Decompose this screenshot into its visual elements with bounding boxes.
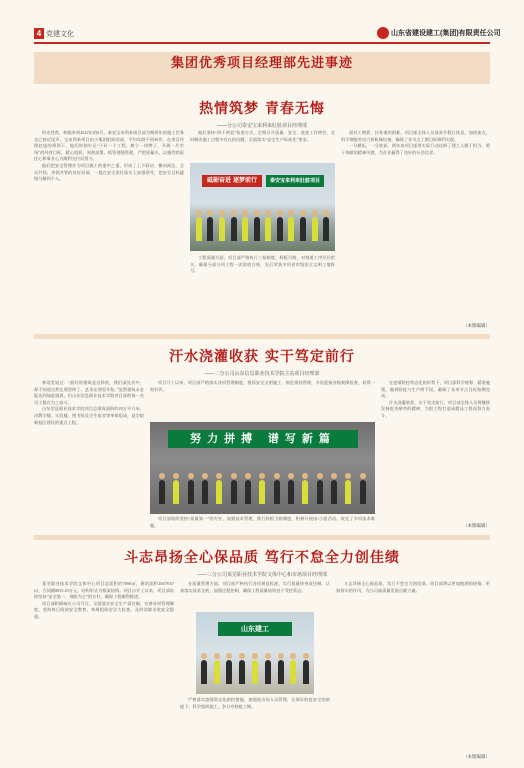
article-2-editor-note: （本版编辑） xyxy=(463,523,490,528)
article-1-column-3 xyxy=(341,130,490,320)
header-rule xyxy=(34,42,490,44)
article-3-column-2-top xyxy=(180,581,330,609)
article-1 xyxy=(34,98,490,129)
article-2-photo-banner: 努力拼搏 谱写新篇 xyxy=(168,430,358,448)
article-2-paragraph: 山东信息职业技术学院项目总建筑面积约20万平方米，由教学楼、实验楼、图书馆及学生宿舍等单体组成，是学院新校区建设的重点工程。 xyxy=(34,406,144,425)
article-1-photo-banner: 砥砺奋进 逐梦前行 xyxy=(202,175,262,187)
page-header xyxy=(0,0,524,46)
article-1-column-2-bottom xyxy=(190,255,335,330)
article-2-title: 汗水浇灌收获 实干笃定前行 xyxy=(169,349,355,365)
article-1-photo-caption: 泰安宝来利来肚脏项目 xyxy=(266,175,324,187)
article-3-column-3 xyxy=(336,581,490,751)
article-2-photo xyxy=(150,422,375,514)
article-1-title: 热情筑梦 青春无悔 xyxy=(199,101,325,117)
article-2-paragraph: 项目开工以来，项目部严格落实各项管理制度，狠抓安全文明施工，规范现场管理，多次迎接各级观摩检查，获得一致好评。 xyxy=(150,380,375,392)
article-2-paragraph: 项目部始终坚持“质量第一”的方针，加强技术管理，推行样板引路制度，积极开展QC小组活动，攻克了多项技术难题。 xyxy=(150,516,375,528)
section-divider xyxy=(34,535,490,540)
article-3-paragraph: 项目部积极响应公司号召，全面落实安全生产责任制，完善各项管理制度，坚持每日班前安全教育，每周组织安全大检查，及时消除各类安全隐患。 xyxy=(34,600,174,619)
page-number: 4 xyxy=(34,28,44,39)
article-2-column-2-bottom xyxy=(150,516,375,530)
article-3-subtitle: ——三分公司莱芜职业技术学院文体中心和市场项目经理部 xyxy=(196,572,327,578)
article-3-column-1 xyxy=(34,581,174,751)
main-title-band xyxy=(34,52,490,84)
article-3-title: 斗志昂扬全心保品质 笃行不怠全力创佳绩 xyxy=(124,550,400,566)
article-3-paragraph: 莱芜职业技术学院文体中心项目总面积约7000㎡，建筑面积20478.67㎡，合同额8055.29万元，结构形式为框架结构。项目自开工以来，项目部始终坚持“安全第一、预防为主”的方针，确保工程顺利推进。 xyxy=(34,581,174,600)
article-1-editor-note: （本版编辑） xyxy=(463,323,490,328)
company-logo-icon xyxy=(377,27,389,39)
group-of-workers xyxy=(196,217,329,241)
article-3-paragraph: 在质量管理方面，项目部严格执行各项规范标准，实行质量终身责任制，认真落实技术交底，加强过程控制，确保工程质量始终处于受控状态。 xyxy=(180,581,330,593)
article-2 xyxy=(34,346,490,377)
article-2-subtitle: ——二分公司山东信息职业技术学院主站项目经理部 xyxy=(204,371,320,377)
article-1-paragraph: 工程质量方面，项目部严格执行三检制度，样板引路，对每道工序层层把关，确保分部分项工程一次验收合格，先后荣获多项省市级安全文明工地称号。 xyxy=(190,255,335,274)
article-2-column-1 xyxy=(34,380,144,530)
main-title: 集团优秀项目经理部先进事迹 xyxy=(170,56,353,71)
article-1-column-1 xyxy=(34,130,184,330)
article-2-column-2-top xyxy=(150,380,375,418)
article-2-column-3 xyxy=(381,380,490,520)
article-3 xyxy=(34,547,490,578)
newspaper-name: 山东省建设建工(集团)有限责任公司 xyxy=(391,30,501,37)
article-3-editor-note: （本版编辑） xyxy=(463,754,490,759)
group-of-workers xyxy=(159,480,366,504)
article-1-paragraph: 他们把安全管理作为项目施工的重中之重，形成了上下联动、横向到边、全员共抓、齐抓共管的良好局面，一提在安全责任落实上加强领导，把安全目标逐级分解到个人。 xyxy=(34,162,184,182)
section-name: 党建文化 xyxy=(46,31,74,38)
article-3-paragraph: 斗志昂扬全心保品质，笃行不怠全力创佳绩。项目部将以更加饱满的热情、更加务实的作风，为公司高质量发展贡献力量。 xyxy=(336,581,490,593)
article-2-paragraph: 在疫情防控常态化的形势下，项目部科学统筹、精准施策，做到防疫与生产两不误，确保了各项节点目标按期完成。 xyxy=(381,380,490,399)
section-divider xyxy=(34,334,490,339)
article-2-paragraph: 林语堂说过：“最好的建筑是这样的，我们深处其中，却不知道自然在那里终了，艺术在那里开始。”虽然建筑未必能达到如此境界，但山东信息职业技术学院项目部的每一名员工都在为之奋斗。 xyxy=(34,380,144,405)
article-1-paragraph: 时光荏苒，转眼来到2022年的6月，泰安宝来利来周目部为期两年的施工任务也已接近尾声。宝来利来项目由小集团组织的部，平均年龄不到30岁，在项目经理赵旭的带领下，他们时刻牢记“干好一个工程，树立一块牌子，开辟一片市场”的经营目标，精心组织，周密部署，抓管理强管理，严把质量关，以强烈的责任心和事业心为顺利交付而努力。 xyxy=(34,130,184,162)
article-3-column-2-bottom xyxy=(180,697,330,751)
article-1-subtitle: ——分公司泰安宝来利来肚脏项目经理部 xyxy=(216,123,307,129)
group-of-workers xyxy=(201,660,310,684)
article-1-paragraph: 他们坚持“四不两直”检查方式，定期召开质量、安全、进度工作例会，及时解决施工过程中存在的问题，全面落实“安全生产标准化”要求。 xyxy=(190,130,335,142)
article-2-paragraph: 汗水浇灌收获，实干笃定前行。项目部全体人员将继续发扬吃苦耐劳的精神，为把工程打造成精品工程而努力奋斗。 xyxy=(381,399,490,418)
article-3-photo-banner: 山东建工 xyxy=(218,622,292,636)
article-3-photo xyxy=(196,612,314,694)
article-1-paragraph: 面对工期紧、任务重的困难，项目部全体人员放弃节假日休息，加班加点，科学调配劳动力和机械设备，确保了各节点工期目标顺利实现。 xyxy=(341,130,490,142)
article-3-paragraph: 严格落实疫情常态化防控措施，加强进出场人员管理，在保证防疫安全的前提下，科学组织施工，争分夺秒抢工期。 xyxy=(180,697,330,709)
article-1-photo xyxy=(190,163,335,251)
article-1-paragraph: 一分耕耘，一分收获。两年来项目部用实际行动诠释了建工人敢于担当、勇于奉献的精神风貌，为企业赢得了良好的社会信誉。 xyxy=(341,143,490,155)
article-1-column-2-top xyxy=(190,130,335,160)
